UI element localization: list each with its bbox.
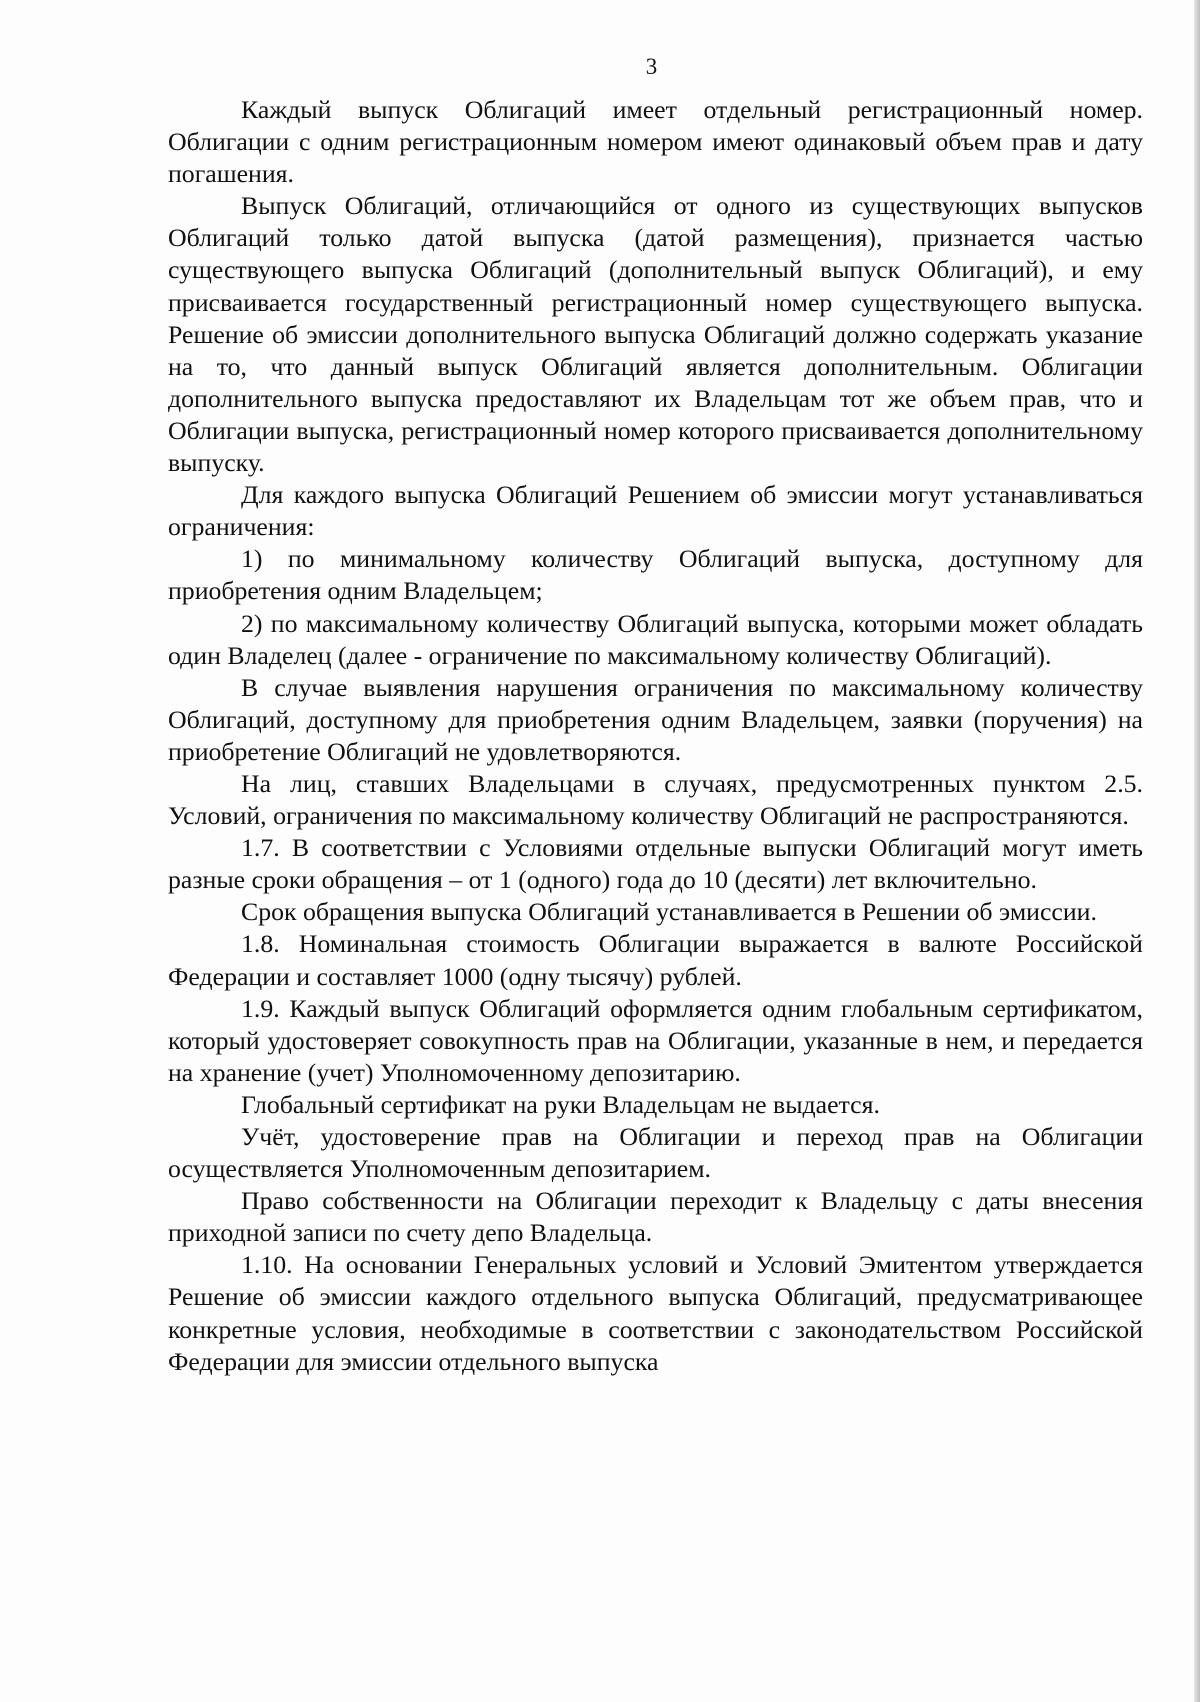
paragraph: Каждый выпуск Облигаций имеет отдельный регистрационный номер. Облигации с одним регистрационным номером имеют одинаковый объем прав и дату погашения. (168, 95, 1143, 189)
paragraph: На лиц, ставших Владельцами в случаях, предусмотренных пунктом 2.5. Условий, ограничения по максимальному количеству Облигаций не распространяются. (168, 768, 1143, 831)
paragraph: В случае выявления нарушения ограничения по максимальному количеству Облигаций, доступному для приобретения одним Владельцем, заявки (поручения) на приобретение Облигаций не удовлетворяются. (168, 672, 1143, 766)
clause-1-9: 1.9. Каждый выпуск Облигаций оформляется одним глобальным сертификатом, который удостоверяет совокупность прав на Облигации, указанные в нем, и передается на хранение (учет) Уполномоченному депозитарию. (168, 993, 1143, 1087)
scan-edge (1194, 0, 1200, 1702)
paragraph: Для каждого выпуска Облигаций Решением об эмиссии могут устанавливаться ограничения: (168, 480, 1143, 542)
paragraph: Право собственности на Облигации переходит к Владельцу с даты внесения приходной записи по счету депо Владельца. (168, 1186, 1143, 1248)
paragraph: Учёт, удостоверение прав на Облигации и переход прав на Облигации осуществляется Уполномоченным депозитарием. (168, 1122, 1143, 1184)
clause-1-7: 1.7. В соответствии с Условиями отдельные выпуски Облигаций могут иметь разные сроки обращения – от 1 (одного) года до 10 (десяти) лет включительно. (168, 833, 1143, 895)
paragraph: Выпуск Облигаций, отличающийся от одного из существующих выпусков Облигаций только датой выпуска (датой размещения), признается частью существующего выпуска Облигаций (дополнительный выпуск Облигаций), и ему присваивается государственный регистрационный номер существующего выпуска. Решение об эмиссии дополнительного выпуска Облигаций должно содержать указание на то, что данный выпуск Облигаций является дополнительным. Облигации дополнительного выпуска предоставляют их Владельцам тот же объем прав, что и Облигации выпуска, регистрационный номер которого присваивается дополнительному выпуску. (168, 191, 1143, 478)
list-item: 1) по минимальному количеству Облигаций выпуска, доступному для приобретения одним Владельцем; (168, 544, 1143, 606)
page-number: 3 (645, 54, 658, 79)
document-body (168, 94, 1143, 1378)
paragraph: Глобальный сертификат на руки Владельцам не выдается. (241, 1089, 880, 1119)
clause-1-10: 1.10. На основании Генеральных условий и Условий Эмитентом утверждается Решение об эмиссии каждого отдельного выпуска Облигаций, предусматривающее конкретные условия, необходимые в соответствии с законодательством Российской Федерации для эмиссии отдельного выпуска (168, 1250, 1143, 1376)
clause-1-8: 1.8. Номинальная стоимость Облигации выражается в валюте Российской Федерации и составляет 1000 (одну тысячу) рублей. (168, 929, 1143, 991)
list-item: 2) по максимальному количеству Облигаций выпуска, которыми может обладать один Владелец (далее - ограничение по максимальному количеству Облигаций). (168, 608, 1143, 670)
paragraph: Срок обращения выпуска Облигаций устанавливается в Решении об эмиссии. (241, 897, 1097, 927)
